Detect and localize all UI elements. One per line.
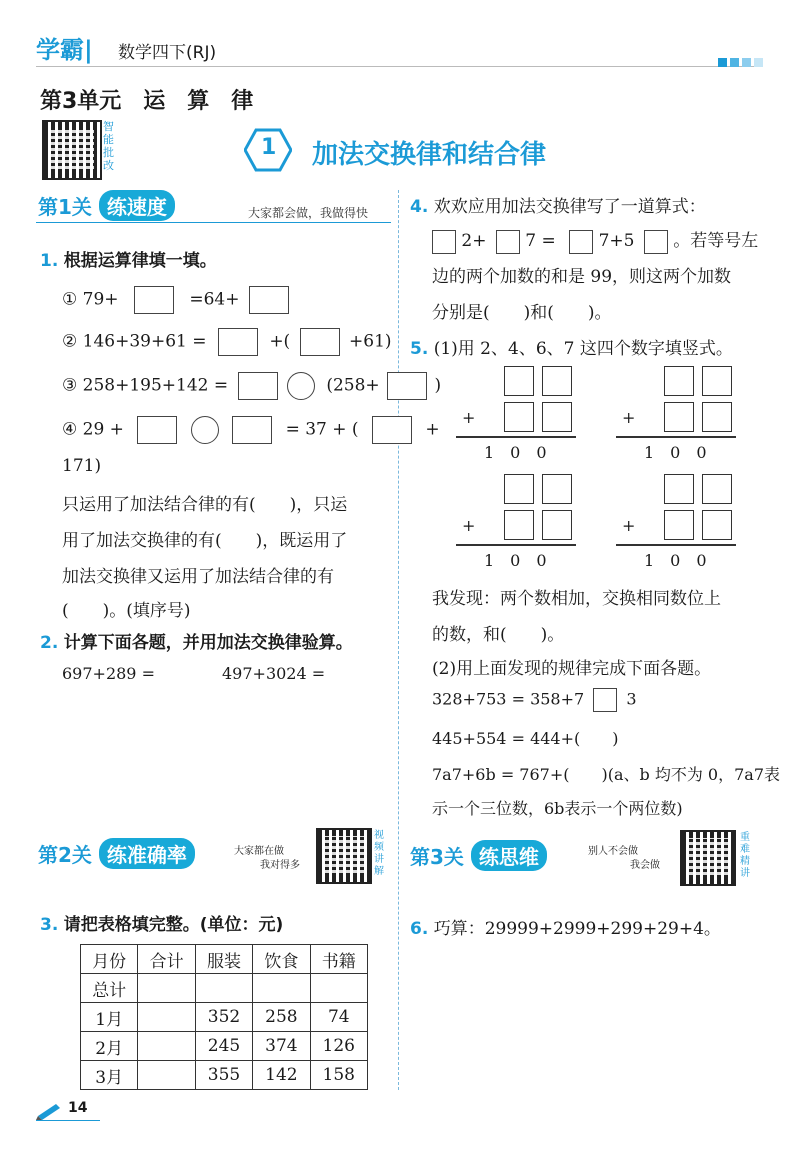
sum-line xyxy=(456,544,576,546)
table-header-cell: 饮食 xyxy=(253,945,310,974)
unit-title: 第3单元 运 算 律 xyxy=(40,89,254,114)
q1-para3: 加法交换律又运用了加法结合律的有 xyxy=(62,567,334,587)
table-header-cell: 服装 xyxy=(195,945,252,974)
vertical-addition-1 xyxy=(456,366,578,462)
footer-rule xyxy=(36,1120,100,1121)
qr-code-image[interactable] xyxy=(42,120,102,180)
q4-line4: 分别是( )和( )。 xyxy=(432,303,612,323)
digit-box[interactable] xyxy=(664,510,694,540)
table-cell: 258 xyxy=(253,1003,310,1032)
digit-box[interactable] xyxy=(702,474,732,504)
q5-finding-2: 的数，和( )。 xyxy=(432,625,565,645)
table-cell: 352 xyxy=(195,1003,252,1032)
stage3-pill: 练思维 xyxy=(471,840,547,871)
vertical-addition-3 xyxy=(456,474,578,570)
plus-sign: + xyxy=(462,408,476,427)
q1-blank[interactable] xyxy=(238,372,278,400)
table-cell: 总计 xyxy=(81,974,138,1003)
table-cell[interactable] xyxy=(195,974,252,1003)
q4-line3: 边的两个加数的和是 99，则这两个加数 xyxy=(432,267,732,287)
q5-finding-1: 我发现：两个数相加，交换相同数位上 xyxy=(432,589,721,609)
table-header-row xyxy=(81,945,368,974)
page-number: 14 xyxy=(68,1100,88,1116)
q4-blank[interactable] xyxy=(644,230,668,254)
q2-title: 2. 计算下面各题，并用加法交换律验算。 xyxy=(40,633,353,653)
stage1-underline xyxy=(36,222,391,223)
table-row xyxy=(81,1061,368,1090)
q1-blank[interactable] xyxy=(249,286,289,314)
table-row xyxy=(81,1003,368,1032)
stage1-header xyxy=(38,190,177,221)
table-cell: 3月 xyxy=(81,1061,138,1090)
q4-line2: 2+ 7 = 7+5 。若等号左 xyxy=(432,226,758,254)
q1-blank[interactable] xyxy=(372,416,412,444)
stage3-qr-code[interactable] xyxy=(680,830,736,886)
q5-expr4: 示一个三位数，6b表示一个两位数) xyxy=(432,799,683,818)
table-cell: 74 xyxy=(310,1003,367,1032)
q1-operator-circle[interactable] xyxy=(287,372,315,400)
table-cell[interactable] xyxy=(138,1003,195,1032)
q1-blank[interactable] xyxy=(137,416,177,444)
stage3-label: 第3关 xyxy=(410,845,464,869)
stage2-tagline-2: 我对得多 xyxy=(260,860,300,871)
table-row xyxy=(81,1032,368,1061)
table-cell: 158 xyxy=(310,1061,367,1090)
q5-blank[interactable] xyxy=(593,688,617,712)
q1-para1: 只运用了加法结合律的有( )，只运 xyxy=(62,495,348,515)
stage2-pill: 练准确率 xyxy=(99,838,195,869)
brand-name: 学霸 xyxy=(36,36,84,64)
q4-blank[interactable] xyxy=(569,230,593,254)
stage3-tagline-1: 别人不会做 xyxy=(588,846,638,857)
stage2-tagline-1: 大家都在做 xyxy=(234,846,284,857)
vertical-addition-4 xyxy=(616,474,738,570)
q4-blank[interactable] xyxy=(432,230,456,254)
lesson-title: 加法交换律和结合律 xyxy=(312,140,547,170)
table-row xyxy=(81,974,368,1003)
table-cell[interactable] xyxy=(138,974,195,1003)
stage2-label: 第2关 xyxy=(38,843,92,867)
table-header-cell: 合计 xyxy=(138,945,195,974)
digit-box[interactable] xyxy=(664,366,694,396)
q1-blank[interactable] xyxy=(300,328,340,356)
header-dots-decoration xyxy=(718,52,763,71)
q5-line1: 5. (1)用 2、4、6、7 这四个数字填竖式。 xyxy=(410,339,733,359)
sum-result: 1 0 0 xyxy=(644,443,707,462)
table-cell[interactable] xyxy=(138,1032,195,1061)
table-cell[interactable] xyxy=(253,974,310,1003)
digit-box[interactable] xyxy=(542,366,572,396)
digit-box[interactable] xyxy=(702,510,732,540)
table-header-cell: 书籍 xyxy=(310,945,367,974)
lesson-badge xyxy=(244,128,292,172)
stage2-header xyxy=(38,838,197,869)
table-cell: 142 xyxy=(253,1061,310,1090)
brand-logo: 学霸| xyxy=(36,36,93,64)
lesson-number: 1 xyxy=(261,135,277,160)
sum-line xyxy=(616,544,736,546)
digit-box[interactable] xyxy=(504,366,534,396)
table-cell: 245 xyxy=(195,1032,252,1061)
table-cell: 126 xyxy=(310,1032,367,1061)
q3-table xyxy=(80,944,368,1090)
plus-sign: + xyxy=(622,516,636,535)
q5-part2: (2)用上面发现的规律完成下面各题。 xyxy=(432,659,712,679)
digit-box[interactable] xyxy=(702,366,732,396)
q1-blank[interactable] xyxy=(134,286,174,314)
q1-blank[interactable] xyxy=(232,416,272,444)
sum-result: 1 0 0 xyxy=(644,551,707,570)
vertical-addition-2 xyxy=(616,366,738,462)
digit-box[interactable] xyxy=(504,474,534,504)
stage3-header xyxy=(410,840,549,871)
stage2-side-label: 视频讲解 xyxy=(374,830,384,877)
table-cell: 1月 xyxy=(81,1003,138,1032)
column-divider xyxy=(398,190,399,1090)
stage1-tagline: 大家都会做，我做得快 xyxy=(248,206,369,220)
q5-expr2: 445+554 = 444+( ) xyxy=(432,729,619,748)
q1-para2: 用了加法交换律的有( )，既运用了 xyxy=(62,531,348,551)
digit-box[interactable] xyxy=(542,402,572,432)
header-rule xyxy=(36,66,760,67)
sum-result: 1 0 0 xyxy=(484,551,547,570)
digit-box[interactable] xyxy=(702,402,732,432)
sum-line xyxy=(616,436,736,438)
table-header-cell: 月份 xyxy=(81,945,138,974)
table-cell: 374 xyxy=(253,1032,310,1061)
q2-expr1: 697+289 = xyxy=(62,664,155,683)
side-label-grading: 智能批改 xyxy=(103,120,114,172)
q1-operator-circle[interactable] xyxy=(191,416,219,444)
digit-box[interactable] xyxy=(504,402,534,432)
q2-expr2: 497+3024 = xyxy=(222,664,326,683)
table-cell: 355 xyxy=(195,1061,252,1090)
sum-result: 1 0 0 xyxy=(484,443,547,462)
q1-item4: ④ 29 + = 37 + ( + xyxy=(62,416,440,444)
q1-item3: ③ 258+195+142 = (258+ ) xyxy=(62,372,441,400)
q1-title: 1. 根据运算律填一填。 xyxy=(40,251,217,271)
digit-box[interactable] xyxy=(664,402,694,432)
digit-box[interactable] xyxy=(542,510,572,540)
q1-blank[interactable] xyxy=(387,372,427,400)
sum-line xyxy=(456,436,576,438)
plus-sign: + xyxy=(462,516,476,535)
q1-blank[interactable] xyxy=(218,328,258,356)
q5-expr3: 7a7+6b = 767+( )(a、b 均不为 0，7a7表 xyxy=(432,765,781,784)
digit-box[interactable] xyxy=(542,474,572,504)
book-subtitle: 数学四下(RJ) xyxy=(118,43,217,63)
digit-box[interactable] xyxy=(504,510,534,540)
q4-line1: 4. 欢欢应用加法交换律写了一道算式： xyxy=(410,197,706,217)
stage3-tagline-2: 我会做 xyxy=(630,860,660,871)
digit-box[interactable] xyxy=(664,474,694,504)
q6-line: 6. 巧算：29999+2999+299+29+4。 xyxy=(410,919,721,939)
q1-item2: ② 146+39+61 = +( +61) xyxy=(62,328,392,356)
q1-para4: ( )。(填序号) xyxy=(62,601,191,621)
plus-sign: + xyxy=(622,408,636,427)
table-cell[interactable] xyxy=(138,1061,195,1090)
table-cell[interactable] xyxy=(310,974,367,1003)
stage3-side-label: 重难精讲 xyxy=(740,832,750,879)
q1-item4-cont: 171) xyxy=(62,456,102,476)
stage1-label: 第1关 xyxy=(38,195,92,219)
q1-item1: ① 79+ =64+ xyxy=(62,286,289,314)
q5-expr1: 328+753 = 358+7 3 xyxy=(432,688,637,712)
q4-blank[interactable] xyxy=(496,230,520,254)
stage1-pill: 练速度 xyxy=(99,190,175,221)
stage2-qr-code[interactable] xyxy=(316,828,372,884)
table-cell: 2月 xyxy=(81,1032,138,1061)
q3-title: 3. 请把表格填完整。(单位：元) xyxy=(40,915,284,935)
